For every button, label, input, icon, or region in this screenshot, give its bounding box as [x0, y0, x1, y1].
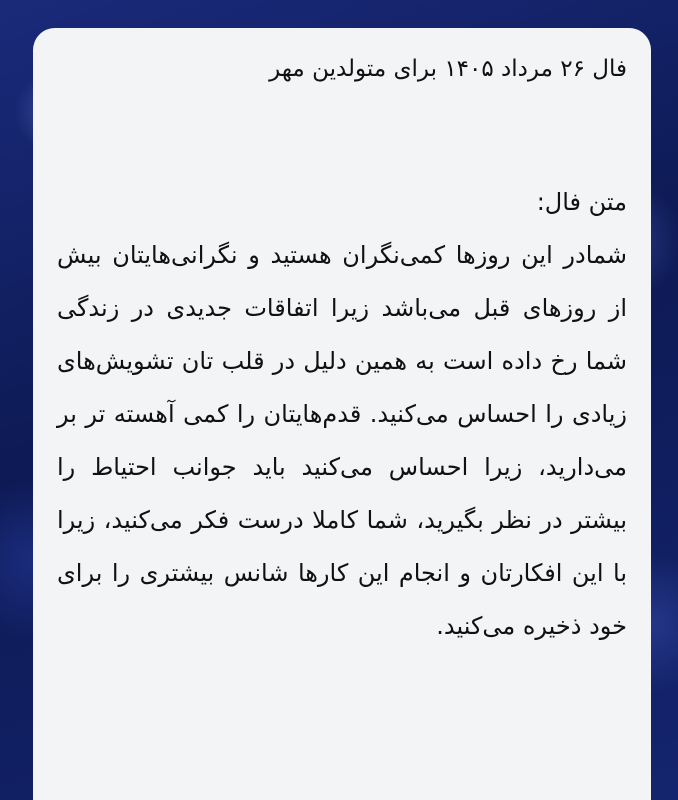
horoscope-text: شمادر این روزها کمی‌نگران هستید و نگرانی‌هایتان بیش از روزهای قبل می‌باشد زیرا اتفاقات جدیدی در زندگی شما رخ داده است به همین دلیل در قلب تان تشویش‌های زیادی را احساس می‌کنید. قدم‌هایتان را کمی آهسته تر بر می‌دارید، زیرا احساس می‌کنید باید جوانب احتیاط را بیشتر در نظر بگیرید، شما کاملا درست فکر می‌کنید، زیرا با این افکارتان و انجام این کارها شانس بیشتری را برای خود ذخیره می‌کنید. [57, 241, 627, 640]
horoscope-card [33, 28, 651, 800]
card-title: فال ۲۶ مرداد ۱۴۰۵ برای متولدین مهر [269, 56, 627, 82]
horoscope-body [57, 176, 627, 653]
horoscope-text-label: متن فال: [536, 188, 627, 216]
